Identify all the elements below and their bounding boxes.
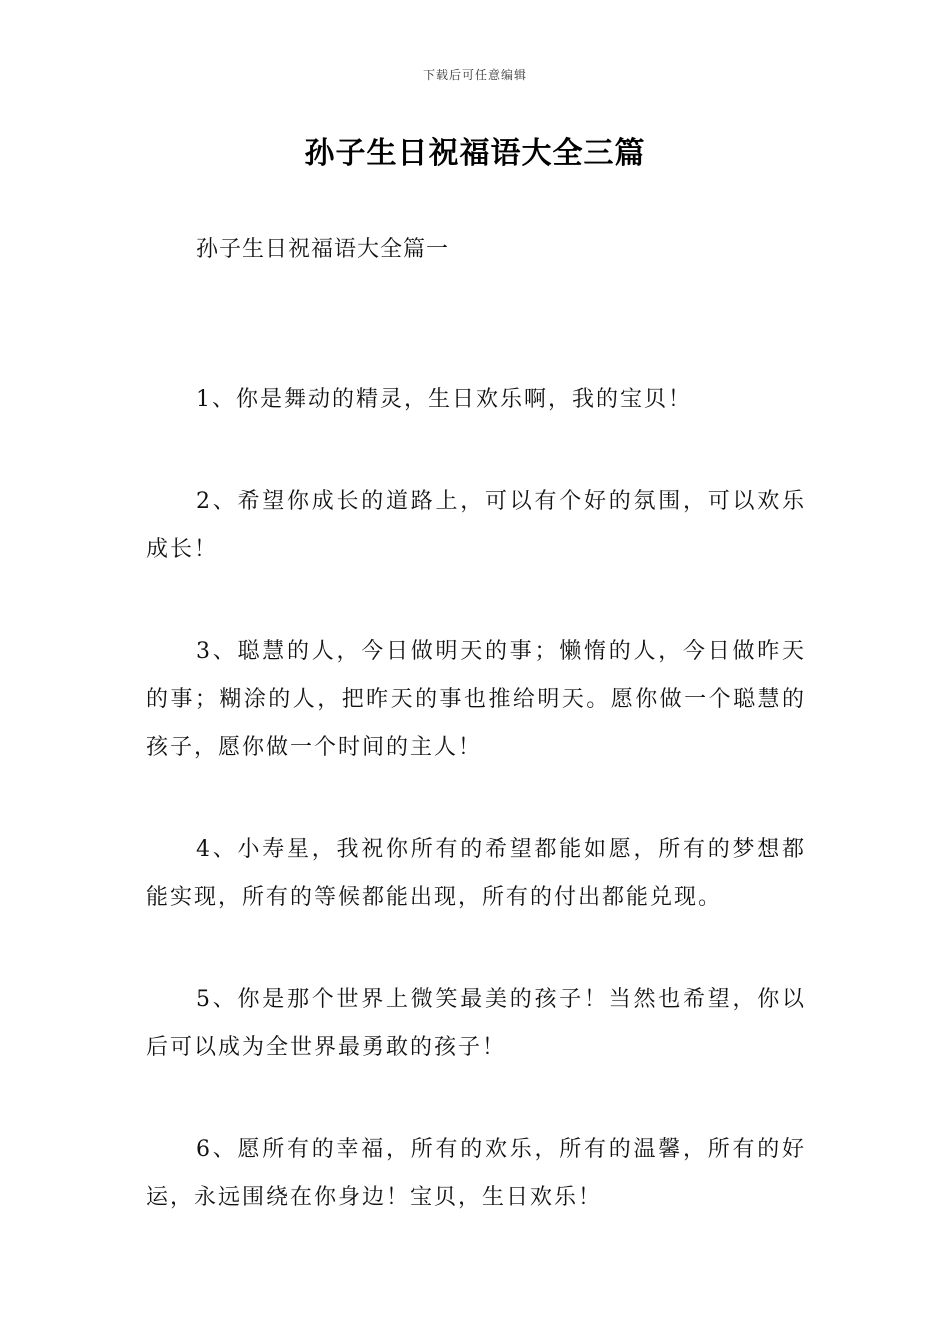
section-subtitle: 孙子生日祝福语大全篇一 <box>196 237 450 262</box>
paragraph-3: 3、聪慧的人，今日做明天的事；懒惰的人，今日做昨天的事；糊涂的人，把昨天的事也推给明天。愿你做一个聪慧的孩子，愿你做一个时间的主人！ <box>146 639 806 760</box>
paragraph-4: 4、小寿星，我祝你所有的希望都能如愿，所有的梦想都能实现，所有的等候都能出现，所有的付出都能兑现。 <box>146 837 806 910</box>
paragraph-2: 2、希望你成长的道路上，可以有个好的氛围，可以欢乐成长！ <box>146 489 806 562</box>
document-title: 孙子生日祝福语大全三篇 <box>304 136 646 171</box>
document-body <box>146 376 806 1276</box>
paragraph-1: 1、你是舞动的精灵，生日欢乐啊，我的宝贝！ <box>196 387 692 412</box>
paragraph-6: 6、愿所有的幸福，所有的欢乐，所有的温馨，所有的好运，永远围绕在你身边！宝贝，生日欢乐！ <box>146 1137 806 1210</box>
paragraph-5: 5、你是那个世界上微笑最美的孩子！当然也希望，你以后可以成为全世界最勇敢的孩子！ <box>146 987 806 1060</box>
header-note: 下载后可任意编辑 <box>422 68 527 82</box>
